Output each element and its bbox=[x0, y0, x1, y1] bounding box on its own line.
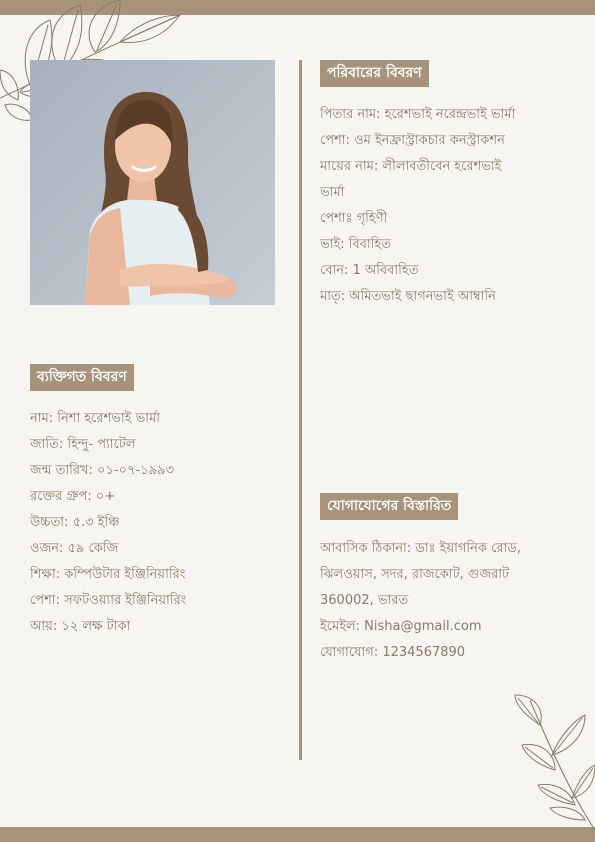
family-detail-line: বোন: 1 অবিবাহিত bbox=[320, 263, 419, 278]
contact-details-list bbox=[320, 536, 580, 666]
family-detail-line: মাতৃ: অমিতভাই ছাগনভাই আম্বানি bbox=[320, 289, 496, 304]
personal-detail-line: উচ্চতা: ৫.৩ ইঞ্চি bbox=[30, 515, 120, 530]
personal-detail-line: পেশা: সফটওয়্যার ইঞ্জিনিয়ারিং bbox=[30, 593, 187, 608]
family-detail-line: মায়ের নাম: লীলাবতীবেন হরেশভাই bbox=[320, 159, 502, 174]
family-detail-line: ভার্মা bbox=[320, 185, 345, 200]
contact-detail-line: 360002, ভারত bbox=[320, 593, 409, 608]
personal-details-list bbox=[30, 406, 290, 640]
contact-detail-line: আবাসিক ঠিকানা: ডাঃ ইয়াগনিক রোড, bbox=[320, 541, 521, 556]
contact-email[interactable]: ইমেইল: Nisha@gmail.com bbox=[320, 619, 482, 634]
personal-detail-line: রক্তের গ্রুপ: ০+ bbox=[30, 489, 116, 504]
portrait-image bbox=[30, 60, 275, 305]
personal-detail-line: ওজন: ৫৯ কেজি bbox=[30, 541, 119, 556]
family-detail-line: পেশা: ওম ইনফ্রাস্ট্রাকচার কনস্ট্রাকশন bbox=[320, 133, 505, 148]
family-detail-line: পিতার নাম: হরেশভাই নরেন্দ্রভাই ভার্মা bbox=[320, 107, 516, 122]
personal-detail-line: শিক্ষা: কম্পিউটার ইঞ্জিনিয়ারিং bbox=[30, 567, 186, 582]
profile-photo bbox=[30, 60, 275, 305]
personal-detail-line: জাতি: হিন্দু- প্যাটেল bbox=[30, 437, 136, 452]
family-detail-line: ভাই: বিবাহিত bbox=[320, 237, 391, 252]
personal-detail-line: জন্ম তারিখ: ০১-০৭-১৯৯৩ bbox=[30, 463, 174, 478]
family-details-heading: পরিবারের বিবরণ bbox=[320, 60, 429, 87]
leaf-branch-icon bbox=[500, 690, 595, 835]
contact-detail-line: ঝিলওয়াস, সদর, রাজকোট, গুজরাট bbox=[320, 567, 510, 582]
family-detail-line: পেশাঃ গৃহিণী bbox=[320, 211, 388, 226]
family-details-list bbox=[320, 102, 570, 310]
column-divider bbox=[299, 60, 302, 760]
personal-details-heading: ব্যক্তিগত বিবরণ bbox=[30, 364, 134, 391]
personal-detail-line: আয়: ১২ লক্ষ টাকা bbox=[30, 619, 131, 634]
contact-phone[interactable]: যোগাযোগ: 1234567890 bbox=[320, 645, 466, 660]
personal-detail-line: নাম: নিশা হরেশভাই ভার্মা bbox=[30, 411, 161, 426]
contact-details-heading: যোগাযোগের বিস্তারিত bbox=[320, 493, 458, 520]
